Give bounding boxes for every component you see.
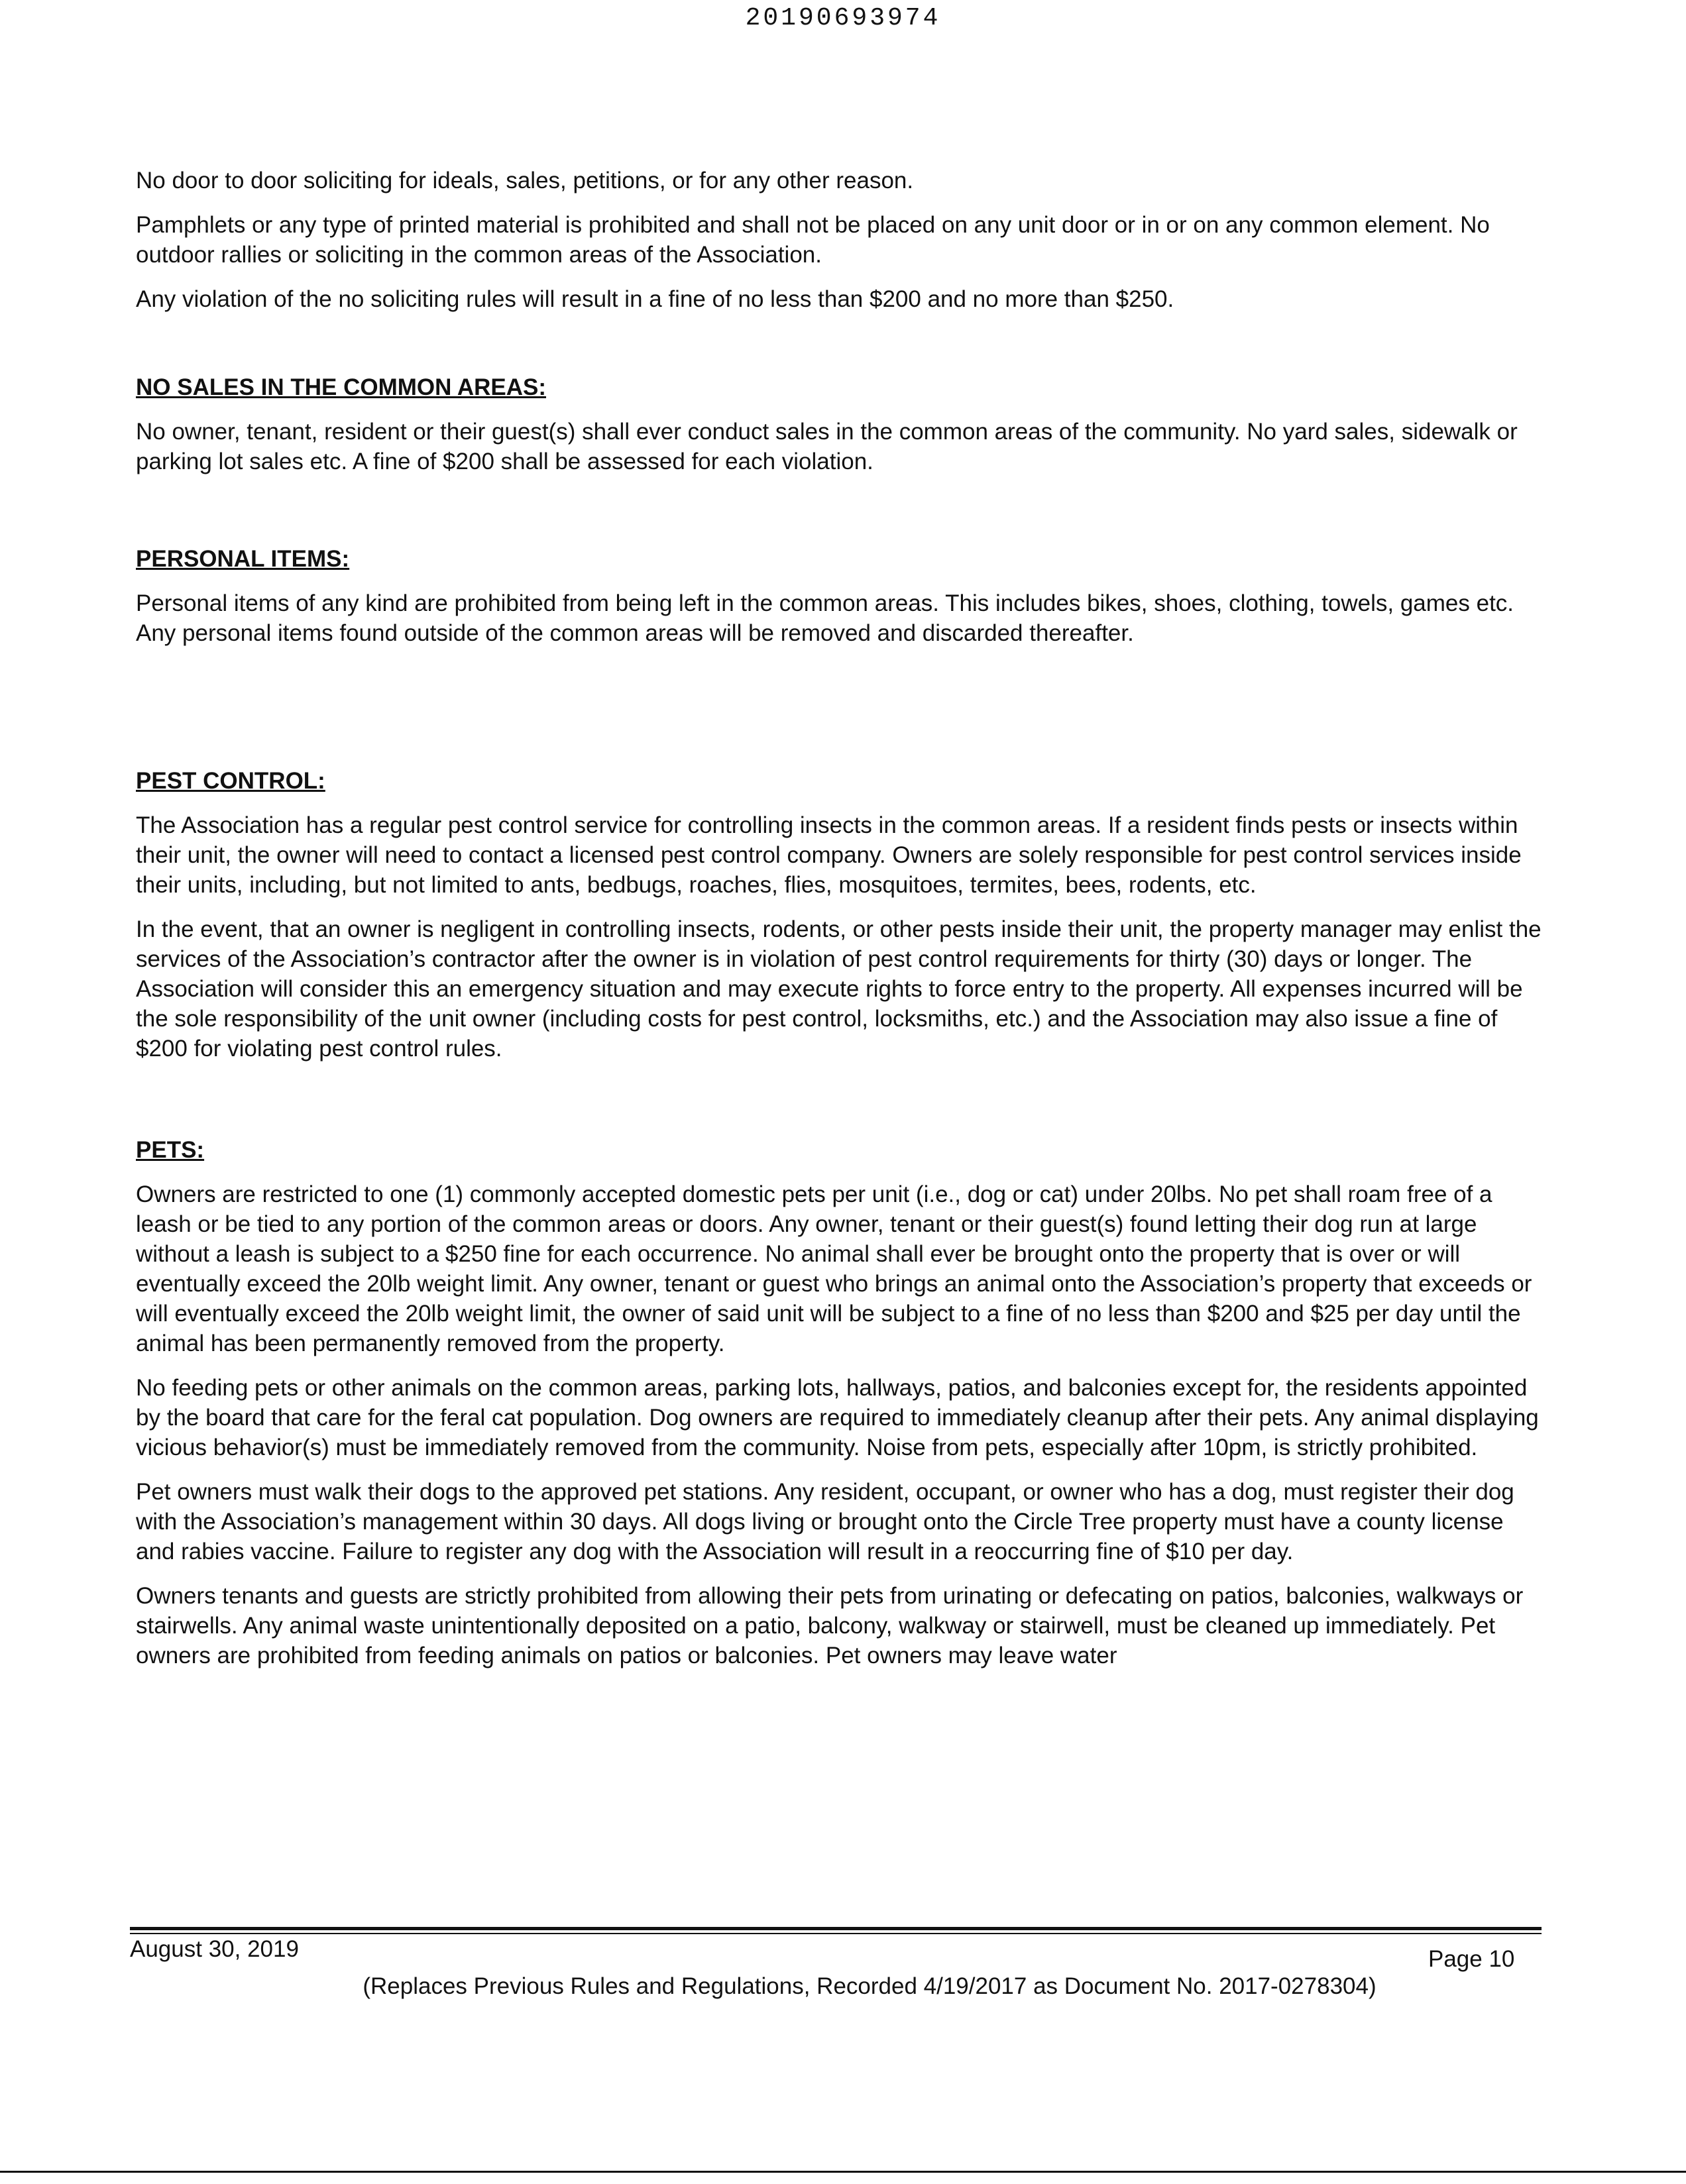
paragraph: Any violation of the no soliciting rules will result in a fine of no less than $200 and no more than $250.	[136, 286, 1174, 312]
paragraph: No door to door soliciting for ideals, sales, petitions, or for any other reason.	[136, 168, 914, 193]
section-heading: PEST CONTROL:	[136, 768, 325, 794]
soliciting-rules	[136, 166, 1547, 314]
footer-divider	[130, 1927, 1542, 1930]
document-number: 20190693974	[745, 4, 941, 32]
paragraph: Pet owners must walk their dogs to the approved pet stations. Any resident, occupant, or owner who has a dog, must register their dog with the Association’s management within 30 days. All dogs living or brought onto the Circle Tree property must have a county license and rabies vaccine. Failure to register any dog with the Association will result in a reoccurring fine of $10 per day.	[136, 1479, 1514, 1564]
footer-replaces-note: (Replaces Previous Rules and Regulations, Recorded 4/19/2017 as Document No. 2017-0278304)	[363, 1973, 1377, 1999]
section-pest-control	[136, 766, 1547, 1064]
footer-divider	[130, 1933, 1542, 1934]
section-pets	[136, 1135, 1547, 1670]
paragraph: In the event, that an owner is negligent in controlling insects, rodents, or other pests inside their unit, the property manager may enlist the services of the Association’s contractor after the owner is in violation of pest control requirements for thirty (30) days or longer. The Association will consider this an emergency situation and may execute rights to force entry to the property. All expenses incurred will be the sole responsibility of the unit owner (including costs for pest control, locksmiths, etc.) and the Association may also issue a fine of $200 for violating pest control rules.	[136, 916, 1542, 1062]
scan-edge-line	[0, 2171, 1686, 2173]
paragraph: Owners are restricted to one (1) commonly accepted domestic pets per unit (i.e., dog or cat) under 20lbs. No pet shall roam free of a leash or be tied to any portion of the common areas or doors. Any owner, tenant or their guest(s) found letting their dog run at large without a leash is subject to a $250 fine for each occurrence. No animal shall ever be brought onto the property that is over or will eventually exceed the 20lb weight limit. Any owner, tenant or guest who brings an animal onto the Association’s property that exceeds or will eventually exceed the 20lb weight limit, the owner of said unit will be subject to a fine of no less than $200 and $25 per day until the animal has been permanently removed from the property.	[136, 1181, 1532, 1356]
section-heading: PERSONAL ITEMS:	[136, 546, 350, 572]
paragraph: Owners tenants and guests are strictly prohibited from allowing their pets from urinating or defecating on patios, balconies, walkways or stairwells. Any animal waste unintentionally deposited on a patio, balcony, walkway or stairwell, must be cleaned up immediately. Pet owners are prohibited from feeding animals on patios or balconies. Pet owners may leave water	[136, 1583, 1524, 1668]
section-no-sales	[136, 372, 1547, 476]
paragraph: The Association has a regular pest control service for controlling insects in the common areas. If a resident finds pests or insects within their unit, the owner will need to contact a licensed pest control company. Owners are solely responsible for pest control services inside their units, including, but not limited to ants, bedbugs, roaches, flies, mosquitoes, termites, bees, rodents, etc.	[136, 812, 1522, 898]
paragraph: Pamphlets or any type of printed material is prohibited and shall not be placed on any unit door or in or on any common element. No outdoor rallies or soliciting in the common areas of the Association.	[136, 212, 1490, 268]
section-heading: NO SALES IN THE COMMON AREAS:	[136, 374, 546, 400]
footer-date: August 30, 2019	[130, 1936, 299, 1962]
page-number: Page 10	[1428, 1946, 1515, 1972]
paragraph: No owner, tenant, resident or their guest(s) shall ever conduct sales in the common areas of the community. No yard sales, sidewalk or parking lot sales etc. A fine of $200 shall be assessed for each violation.	[136, 419, 1518, 474]
paragraph: No feeding pets or other animals on the common areas, parking lots, hallways, patios, and balconies except for, the residents appointed by the board that care for the feral cat population. Dog owners are required to immediately cleanup after their pets. Any animal displaying vicious behavior(s) must be immediately removed from the community. Noise from pets, especially after 10pm, is strictly prohibited.	[136, 1375, 1539, 1460]
page-body	[136, 166, 1547, 1685]
paragraph: Personal items of any kind are prohibited from being left in the common areas. This includes bikes, shoes, clothing, towels, games etc. Any personal items found outside of the common areas will be removed and discarded thereafter.	[136, 590, 1514, 646]
section-heading: PETS:	[136, 1137, 205, 1163]
section-personal-items	[136, 544, 1547, 648]
